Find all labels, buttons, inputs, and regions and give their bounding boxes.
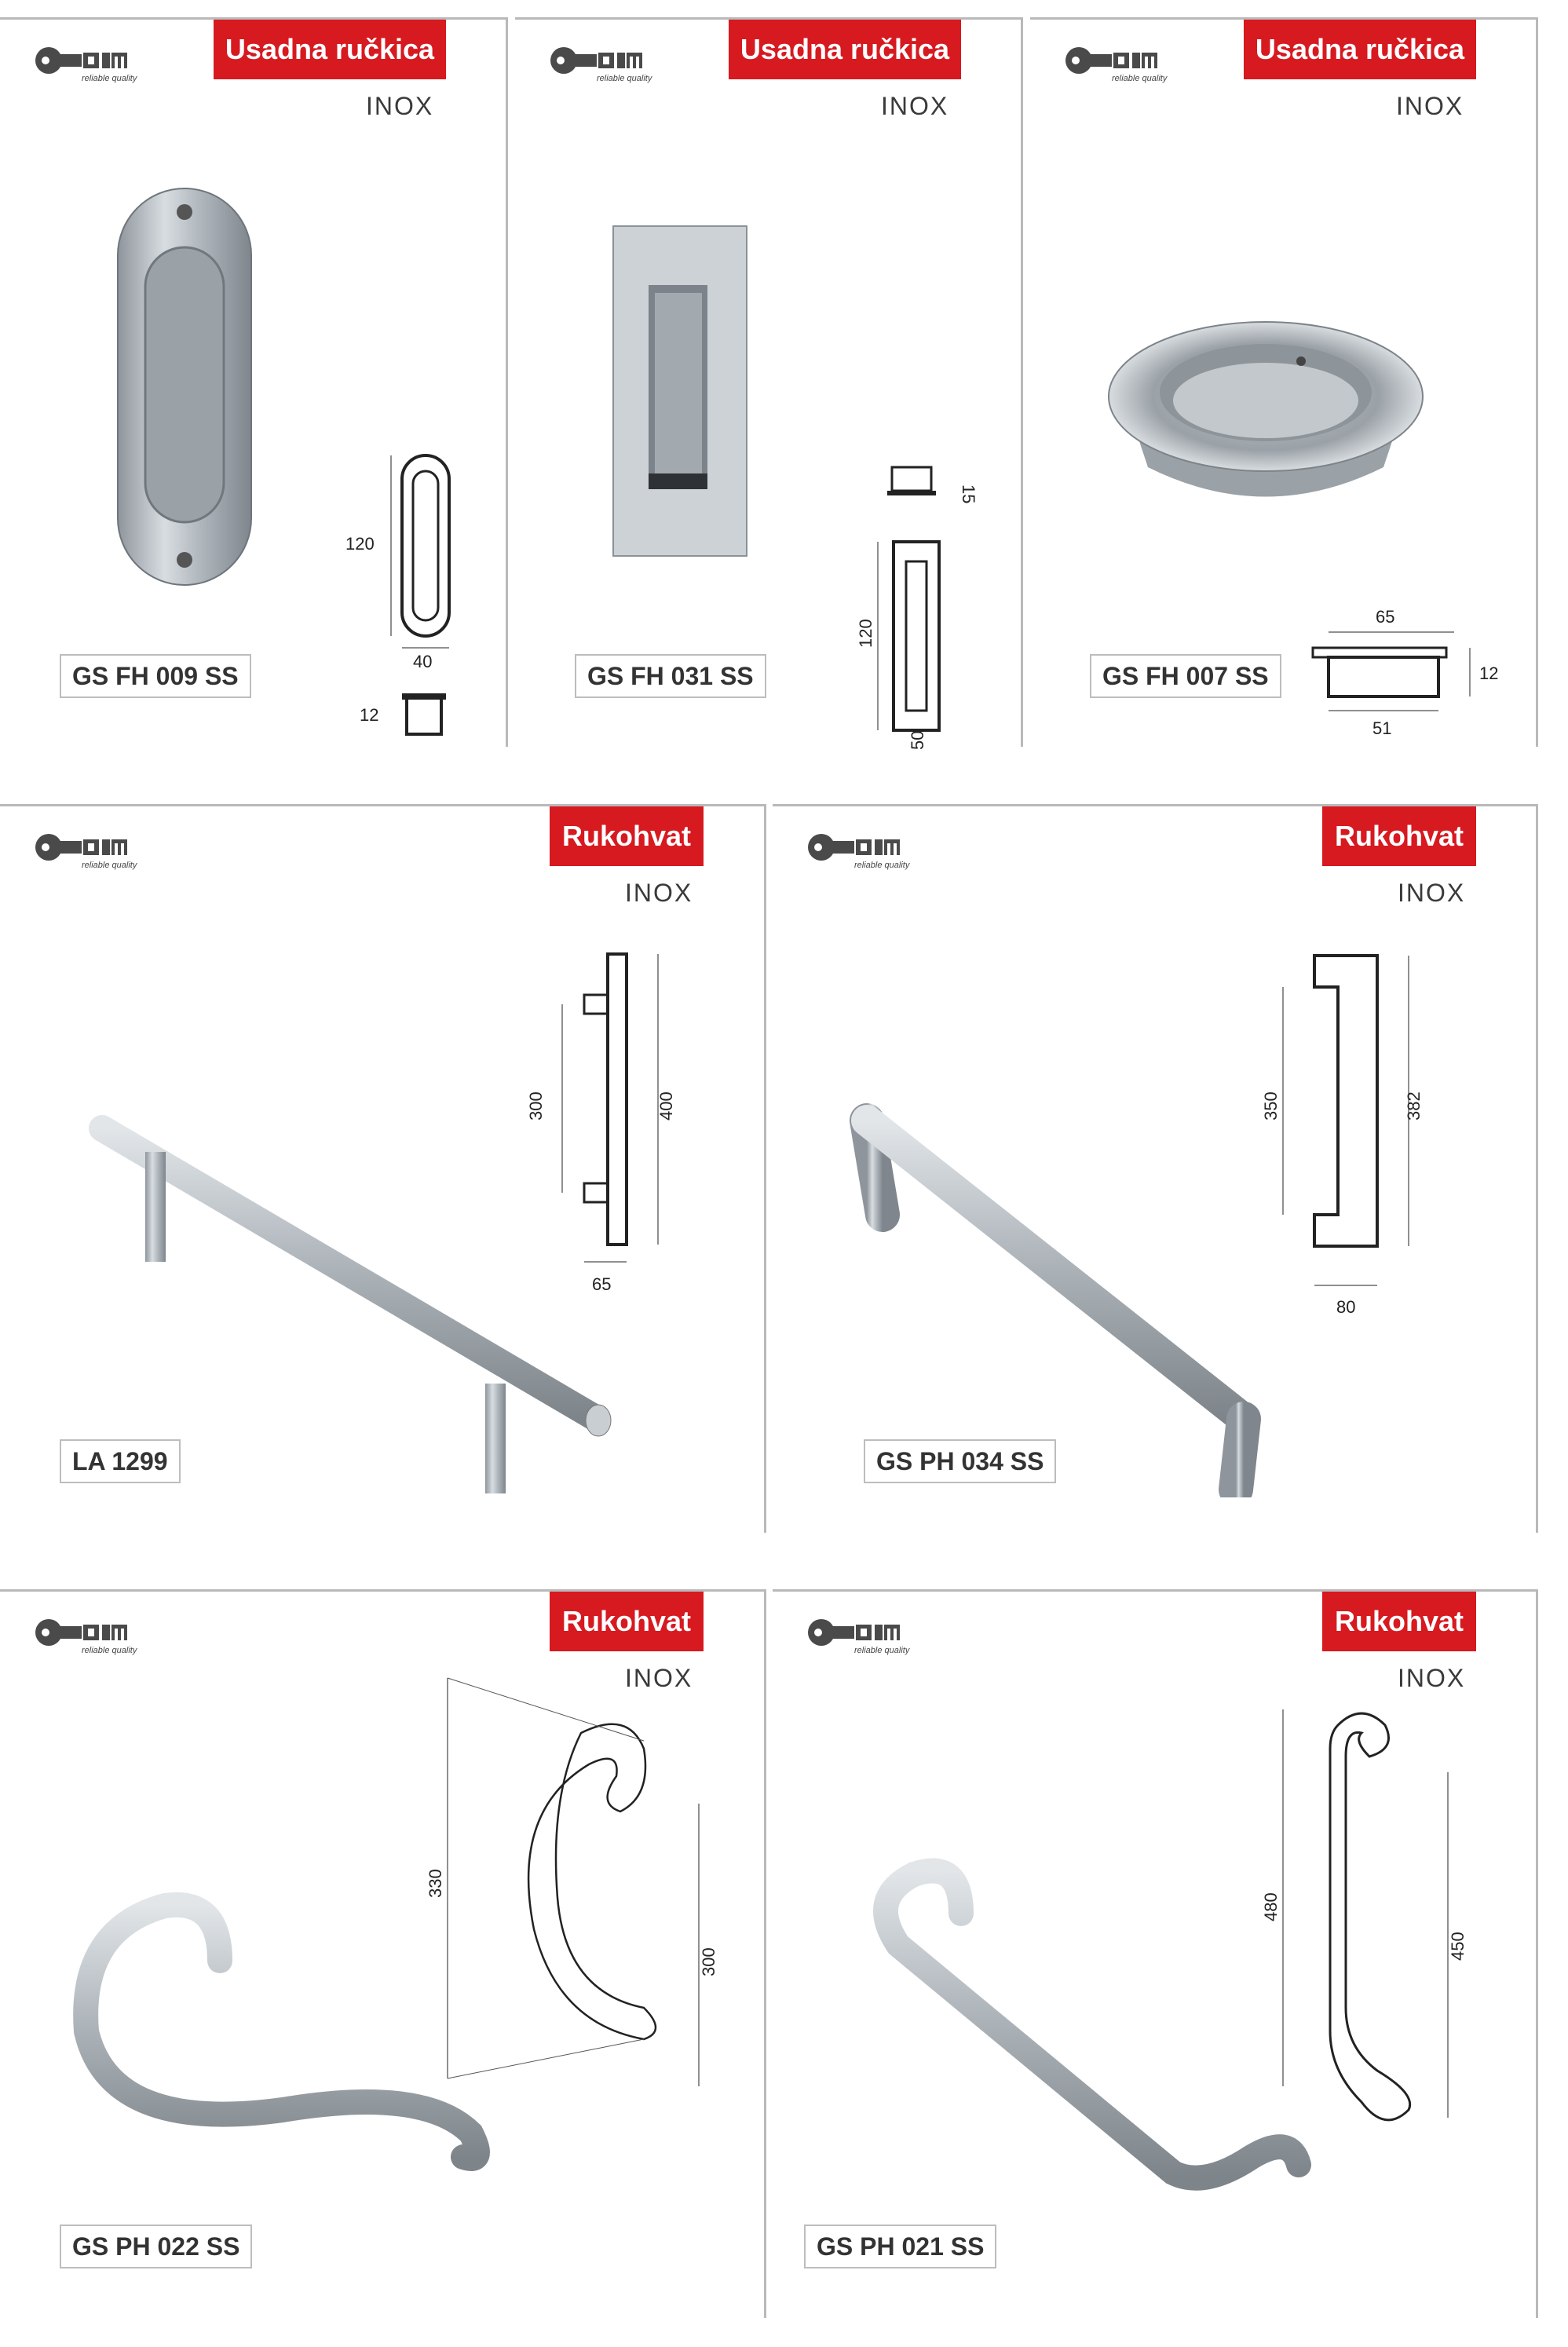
category-badge: Usadna ručkica <box>1244 20 1476 79</box>
product-code: LA 1299 <box>60 1439 181 1483</box>
product-image <box>110 185 259 593</box>
product-image <box>1101 302 1431 522</box>
product-code: GS FH 007 SS <box>1090 654 1281 698</box>
category-badge: Rukohvat <box>550 1592 704 1651</box>
product-panel-gs-ph-022 <box>0 1589 766 2318</box>
product-panel-gs-fh-007 <box>1030 17 1538 747</box>
product-panel-gs-ph-034 <box>773 804 1538 1533</box>
category-badge: Rukohvat <box>1322 1592 1476 1651</box>
category-badge: Usadna ručkica <box>729 20 961 79</box>
product-panel-gs-ph-021 <box>773 1589 1538 2318</box>
fdm-logo-icon <box>807 830 933 893</box>
category-badge: Rukohvat <box>550 806 704 866</box>
dimension-drawing <box>408 1662 738 2118</box>
dimension-length: 400 <box>656 1091 676 1120</box>
dimension-drawing <box>1244 1694 1511 2181</box>
material-label: INOX <box>1398 879 1466 907</box>
dimension-height: 120 <box>345 534 375 554</box>
fdm-logo-icon <box>35 830 160 893</box>
svg-text:reliable quality: reliable quality <box>1112 74 1168 83</box>
svg-text:reliable quality: reliable quality <box>854 861 910 870</box>
dimension-depth: 12 <box>360 705 379 725</box>
dimension-drawing <box>518 940 707 1301</box>
dimension-length: 382 <box>1404 1091 1424 1120</box>
dimension-drawing <box>338 432 463 746</box>
product-code: GS FH 031 SS <box>575 654 766 698</box>
material-label: INOX <box>1398 1664 1466 1692</box>
fdm-logo-icon <box>1065 43 1190 106</box>
dimension-projection: 80 <box>1336 1297 1356 1317</box>
dimension-width: 65 <box>1376 607 1395 627</box>
dimension-width: 40 <box>413 652 433 671</box>
svg-text:reliable quality: reliable quality <box>82 1646 137 1655</box>
material-label: INOX <box>366 92 434 120</box>
dimension-depth: 15 <box>959 484 978 504</box>
dimension-inner: 51 <box>1372 718 1392 738</box>
svg-text:reliable quality: reliable quality <box>854 1646 910 1655</box>
material-label: INOX <box>1396 92 1464 120</box>
dimension-projection: 65 <box>592 1274 612 1294</box>
svg-text:reliable quality: reliable quality <box>82 861 137 870</box>
material-label: INOX <box>625 879 693 907</box>
dimension-drawing <box>1258 601 1517 750</box>
product-panel-gs-fh-009 <box>0 17 508 747</box>
svg-text:reliable quality: reliable quality <box>597 74 652 83</box>
dimension-centers: 300 <box>526 1091 546 1120</box>
dimension-depth: 12 <box>1479 664 1499 683</box>
dimension-height: 120 <box>856 619 875 648</box>
product-panel-gs-fh-031 <box>515 17 1023 750</box>
dimension-centers: 450 <box>1448 1932 1467 1961</box>
product-image <box>835 1089 1275 1497</box>
fdm-logo-icon <box>35 43 160 106</box>
category-badge: Rukohvat <box>1322 806 1476 866</box>
product-code: GS FH 009 SS <box>60 654 251 698</box>
fdm-logo-icon <box>550 43 675 106</box>
category-badge: Usadna ručkica <box>214 20 446 79</box>
dimension-length: 480 <box>1261 1892 1281 1921</box>
product-code: GS PH 034 SS <box>864 1439 1056 1483</box>
dimension-width: 50 <box>908 730 927 750</box>
dimension-drawing <box>845 436 978 766</box>
material-label: INOX <box>625 1664 693 1692</box>
fdm-logo-icon <box>35 1615 160 1678</box>
product-image <box>609 222 751 568</box>
dimension-centers: 350 <box>1261 1091 1281 1120</box>
material-label: INOX <box>881 92 949 120</box>
fdm-logo-icon <box>807 1615 933 1678</box>
product-code: GS PH 021 SS <box>804 2225 996 2268</box>
product-code: GS PH 022 SS <box>60 2225 252 2268</box>
svg-text:reliable quality: reliable quality <box>82 74 137 83</box>
dimension-height: 330 <box>426 1869 445 1898</box>
dimension-centers: 300 <box>699 1947 718 1976</box>
product-panel-la-1299 <box>0 804 766 1533</box>
dimension-drawing <box>1252 948 1519 1356</box>
